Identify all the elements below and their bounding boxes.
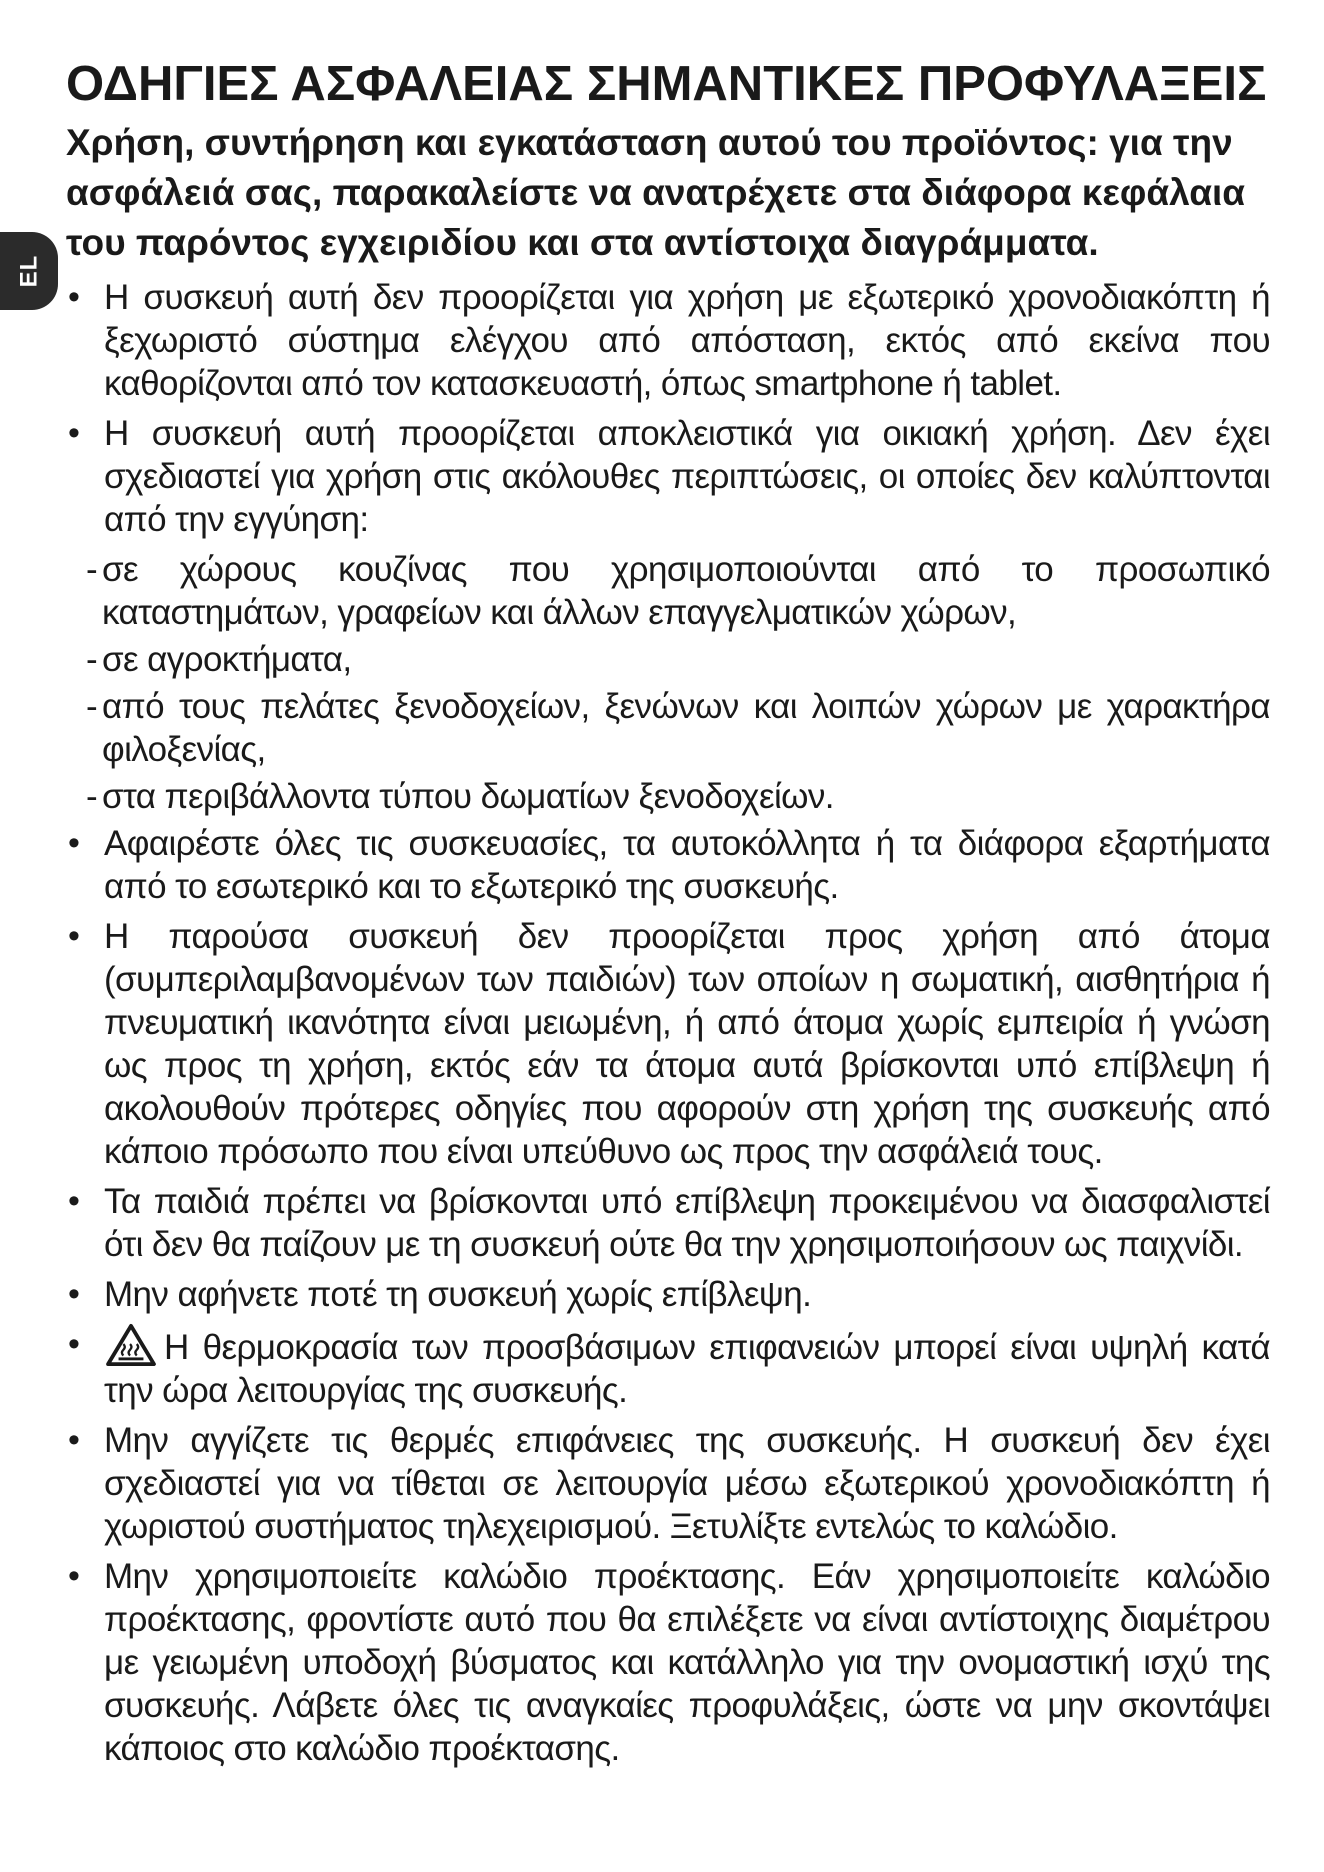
instructions-list: [66, 276, 1270, 1770]
sub-list-item: - στα περιβάλλοντα τύπου δωματίων ξενοδοχείων.: [66, 775, 1270, 818]
language-tab: [0, 232, 58, 310]
page-title: ΟΔΗΓΙΕΣ ΑΣΦΑΛΕΙΑΣ ΣΗΜΑΝΤΙΚΕΣ ΠΡΟΦΥΛΑΞΕΙΣ: [66, 57, 1267, 111]
language-tab-label: EL: [14, 254, 42, 288]
list-item: • Μην αφήνετε ποτέ τη συσκευή χωρίς επίβλεψη.: [66, 1273, 1270, 1316]
page-subtitle: Χρήση, συντήρηση και εγκατάσταση αυτού του προϊόντος: για την ασφάλειά σας, παρακαλείστε να ανατρέχετε στα διάφορα κεφάλαια του παρόντος εγχειριδίου και στα αντίστοιχα διαγράμματα.: [66, 122, 1246, 263]
sub-list-item: - σε αγροκτήματα,: [66, 638, 1270, 681]
list-item: • Η συσκευή αυτή προορίζεται αποκλειστικά για οικιακή χρήση. Δεν έχει σχεδιαστεί για χρήση στις ακόλουθες περιπτώσεις, οι οποίες δεν καλύπτονται από την εγγύηση:: [66, 412, 1270, 541]
hot-surface-text: Η θερμοκρασία των προσβάσιμων επιφανειών μπορεί είναι υψηλή κατά την ώρα λειτουργίας της συσκευής.: [104, 1328, 1270, 1410]
list-item: • Μην αγγίζετε τις θερμές επιφάνειες της συσκευής. Η συσκευή δεν έχει σχεδιαστεί για να τίθεται σε λειτουργία μέσω εξωτερικού χρονοδιακόπτη ή χωριστού συστήματος τηλεχειρισμού. Ξετυλίξτε εντελώς το καλώδιο.: [66, 1419, 1270, 1548]
list-item: • Αφαιρέστε όλες τις συσκευασίες, τα αυτοκόλλητα ή τα διάφορα εξαρτήματα από το εσωτερικό και το εξωτερικό της συσκευής.: [66, 822, 1270, 908]
list-item: • Τα παιδιά πρέπει να βρίσκονται υπό επίβλεψη προκειμένου να διασφαλιστεί ότι δεν θα παίζουν με τη συσκευή ούτε θα την χρησιμοποιήσουν ως παιχνίδι.: [66, 1180, 1270, 1266]
sub-list-item: - σε χώρους κουζίνας που χρησιμοποιούνται από το προσωπικό καταστημάτων, γραφείων και άλλων επαγγελματικών χώρων,: [66, 548, 1270, 634]
list-item: • Η παρούσα συσκευή δεν προορίζεται προς χρήση από άτομα (συμπεριλαμβανομένων των παιδιών) των οποίων η σωματική, αισθητήρια ή πνευματική ικανότητα είναι μειωμένη, ή από άτομα χωρίς εμπειρία ή γνώση ως προς τη χρήση, εκτός εάν τα άτομα αυτά βρίσκονται υπό επίβλεψη ή ακολουθούν πρότερες οδηγίες που αφορούν στη χρήση της συσκευής από κάποιο πρόσωπο που είναι υπεύθυνο ως προς την ασφάλειά τους.: [66, 915, 1270, 1173]
list-item-hot-surface: [66, 1323, 1270, 1412]
sub-list-item: - από τους πελάτες ξενοδοχείων, ξενώνων και λοιπών χώρων με χαρακτήρα φιλοξενίας,: [66, 685, 1270, 771]
hot-surface-warning-icon: [104, 1323, 158, 1367]
list-item: • Η συσκευή αυτή δεν προορίζεται για χρήση με εξωτερικό χρονοδιακόπτη ή ξεχωριστό σύστημα ελέγχου από απόσταση, εκτός από εκείνα που καθορίζονται από τον κατασκευαστή, όπως smartphone ή tablet.: [66, 276, 1270, 405]
list-item: • Μην χρησιμοποιείτε καλώδιο προέκτασης. Εάν χρησιμοποιείτε καλώδιο προέκτασης, φροντίστε αυτό που θα επιλέξετε να είναι αντίστοιχης διαμέτρου με γειωμένη υποδοχή βύσματος και κατάλληλο για την ονομαστική ισχύ της συσκευής. Λάβετε όλες τις αναγκαίες προφυλάξεις, ώστε να μην σκοντάψει κάποιος στο καλώδιο προέκτασης.: [66, 1555, 1270, 1770]
safety-instructions-page: [66, 52, 1270, 1777]
